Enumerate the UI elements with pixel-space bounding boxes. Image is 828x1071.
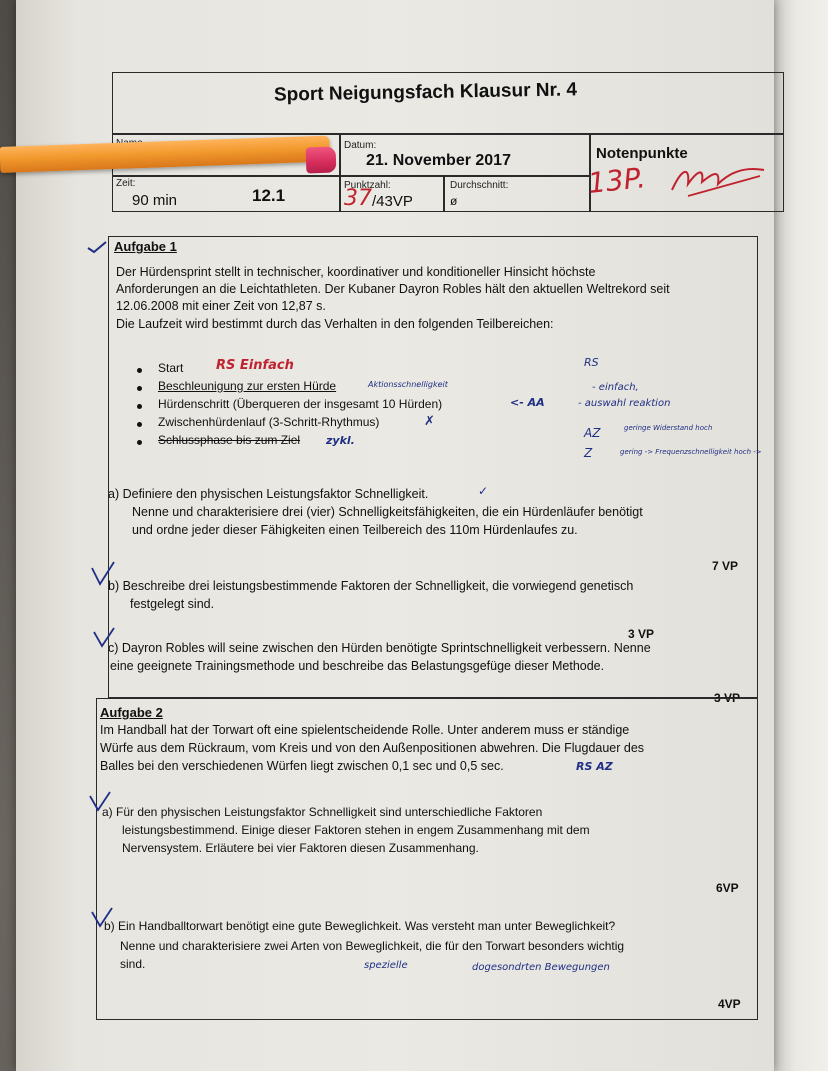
note-rs-az: RS AZ bbox=[576, 760, 613, 773]
bullet-huerdenschritt: Hürdenschritt (Überqueren der insgesamt 10 Hürden) bbox=[158, 397, 443, 411]
bullet-beschleunigung: Beschleunigung zur ersten Hürde bbox=[158, 379, 337, 393]
note-aktionsschnelligkeit: Aktionsschnelligkeit bbox=[368, 380, 448, 389]
kurs-value: 12.1 bbox=[252, 186, 286, 205]
check-mark-icon bbox=[86, 240, 108, 254]
aufgabe2-intro-line: Im Handball hat der Torwart oft eine spielentscheidende Rolle. Unter anderem muss er ständige bbox=[100, 723, 630, 737]
note-right-az-detail: geringe Widerstand hoch bbox=[624, 424, 713, 432]
aufgabe1-intro-line: Der Hürdensprint stellt in technischer, koordinativer und konditioneller Hinsicht höchste bbox=[116, 265, 596, 279]
bullet bbox=[137, 386, 142, 391]
note-right-z: Z bbox=[584, 446, 593, 460]
punktzahl-value: /43VP bbox=[372, 193, 413, 210]
task-1a-line: und ordne jeder dieser Fähigkeiten einen Teilbereich des 110m Hürdenlaufes zu. bbox=[132, 523, 578, 537]
aufgabe1-heading: Aufgabe 1 bbox=[114, 239, 177, 254]
task-1c-line: c) Dayron Robles will seine zwischen den Hürden benötigte Sprintschnelligkeit verbessern. Nenne bbox=[108, 641, 651, 655]
task-1a-line: Nenne und charakterisiere drei (vier) Schnelligkeitsfähigkeiten, die ein Hürdenläufer benötigt bbox=[132, 505, 643, 519]
exam-title: Sport Neigungsfach Klausur Nr. 4 bbox=[273, 79, 578, 106]
points-1a: 7 VP bbox=[712, 559, 739, 573]
points-1c: 3 VP bbox=[714, 691, 741, 705]
note-right-az: AZ bbox=[584, 426, 601, 440]
task-2b-line: b) Ein Handballtorwart benötigt eine gute Beweglichkeit. Was versteht man unter Beweglichkeit? bbox=[104, 919, 616, 933]
pen-cap bbox=[306, 146, 337, 173]
task-2a-line: leistungsbestimmend. Einige dieser Faktoren stehen in engem Zusammenhang mit dem bbox=[122, 823, 590, 837]
note-aa: <- AA bbox=[510, 396, 545, 409]
aufgabe2-intro-line: Balles bei den verschiedenen Würfen liegt zwischen 0,1 sec und 0,5 sec. bbox=[100, 759, 504, 773]
bullet-start: Start bbox=[158, 361, 184, 375]
task-2a-line: Nervensystem. Erläutere bei vier Faktoren diesen Zusammenhang. bbox=[122, 841, 479, 855]
aufgabe1-intro-line: Anforderungen an die Leichtathleten. Der Kubaner Dayron Robles hält den aktuellen Weltrekord seit bbox=[116, 282, 670, 296]
aufgabe1-intro-line: 12.06.2008 mit einer Zeit von 12,87 s. bbox=[116, 299, 326, 313]
task-2b-line: sind. bbox=[120, 957, 146, 971]
bullet-schlussphase: Schlussphase bis zum Ziel bbox=[158, 433, 301, 447]
cross-mark: ✗ bbox=[424, 414, 435, 429]
note-zykl: zykl. bbox=[326, 434, 355, 447]
aufgabe2-heading: Aufgabe 2 bbox=[100, 705, 163, 720]
zeit-label: Zeit: bbox=[116, 178, 136, 189]
durchschnitt-label: Durchschnitt: bbox=[450, 180, 509, 191]
punktzahl-handwritten: 37 bbox=[344, 186, 372, 211]
datum-label: Datum: bbox=[344, 140, 377, 151]
notenpunkte-label: Notenpunkte bbox=[596, 145, 688, 162]
datum-value: 21. November 2017 bbox=[366, 152, 511, 169]
note-rs-einfach: RS Einfach bbox=[216, 358, 294, 373]
points-2a: 6VP bbox=[716, 881, 739, 895]
aufgabe1-intro-line: Die Laufzeit wird bestimmt durch das Verhalten in den folgenden Teilbereichen: bbox=[116, 317, 554, 331]
punktzahl-label: Punktzahl: bbox=[344, 180, 391, 191]
bullet bbox=[137, 440, 142, 445]
note-right-z-detail: gering -> Frequenzschnelligkeit hoch -> bbox=[620, 448, 762, 456]
task-1b-line: b) Beschreibe drei leistungsbestimmende Faktoren der Schnelligkeit, die vorwiegend genetisch bbox=[108, 579, 634, 593]
task-2a-line: a) Für den physischen Leistungsfaktor Schnelligkeit sind unterschiedliche Faktoren bbox=[102, 805, 543, 819]
bullet bbox=[137, 422, 142, 427]
aufgabe2-intro-line: Würfe aus dem Rückraum, vom Kreis und von den Außenpositionen abwehren. Die Flugdauer des bbox=[100, 741, 645, 755]
task-1c-line: eine geeignete Trainingsmethode und beschreibe das Belastungsgefüge dieser Methode. bbox=[110, 659, 605, 673]
points-2b: 4VP bbox=[718, 997, 741, 1011]
zeit-value: 90 min bbox=[132, 192, 178, 209]
check-mark: ✓ bbox=[478, 484, 489, 498]
note-right-einfach: - einfach, bbox=[592, 382, 639, 393]
points-1b: 3 VP bbox=[628, 627, 655, 641]
notenpunkte-value: 13P. bbox=[586, 161, 648, 200]
task-2b-line: Nenne und charakterisiere zwei Arten von Beweglichkeit, die für den Torwart besonders wichtig bbox=[120, 939, 625, 953]
bullet bbox=[137, 368, 142, 373]
task-1a-line: a) Definiere den physischen Leistungsfaktor Schnelligkeit. bbox=[108, 487, 429, 501]
note-right-rs: RS bbox=[584, 356, 599, 369]
teacher-signature bbox=[668, 160, 768, 200]
note-right-auswahl: - auswahl reaktion bbox=[578, 398, 671, 409]
note-spezielle: spezielle bbox=[364, 960, 408, 971]
durchschnitt-value: ø bbox=[450, 194, 458, 208]
task-1b-line: festgelegt sind. bbox=[130, 597, 215, 611]
bullet bbox=[137, 404, 142, 409]
note-bewegungen: dogesondrten Bewegungen bbox=[472, 962, 610, 973]
bullet-zwischenhuerdenlauf: Zwischenhürdenlauf (3-Schritt-Rhythmus) bbox=[158, 415, 380, 429]
